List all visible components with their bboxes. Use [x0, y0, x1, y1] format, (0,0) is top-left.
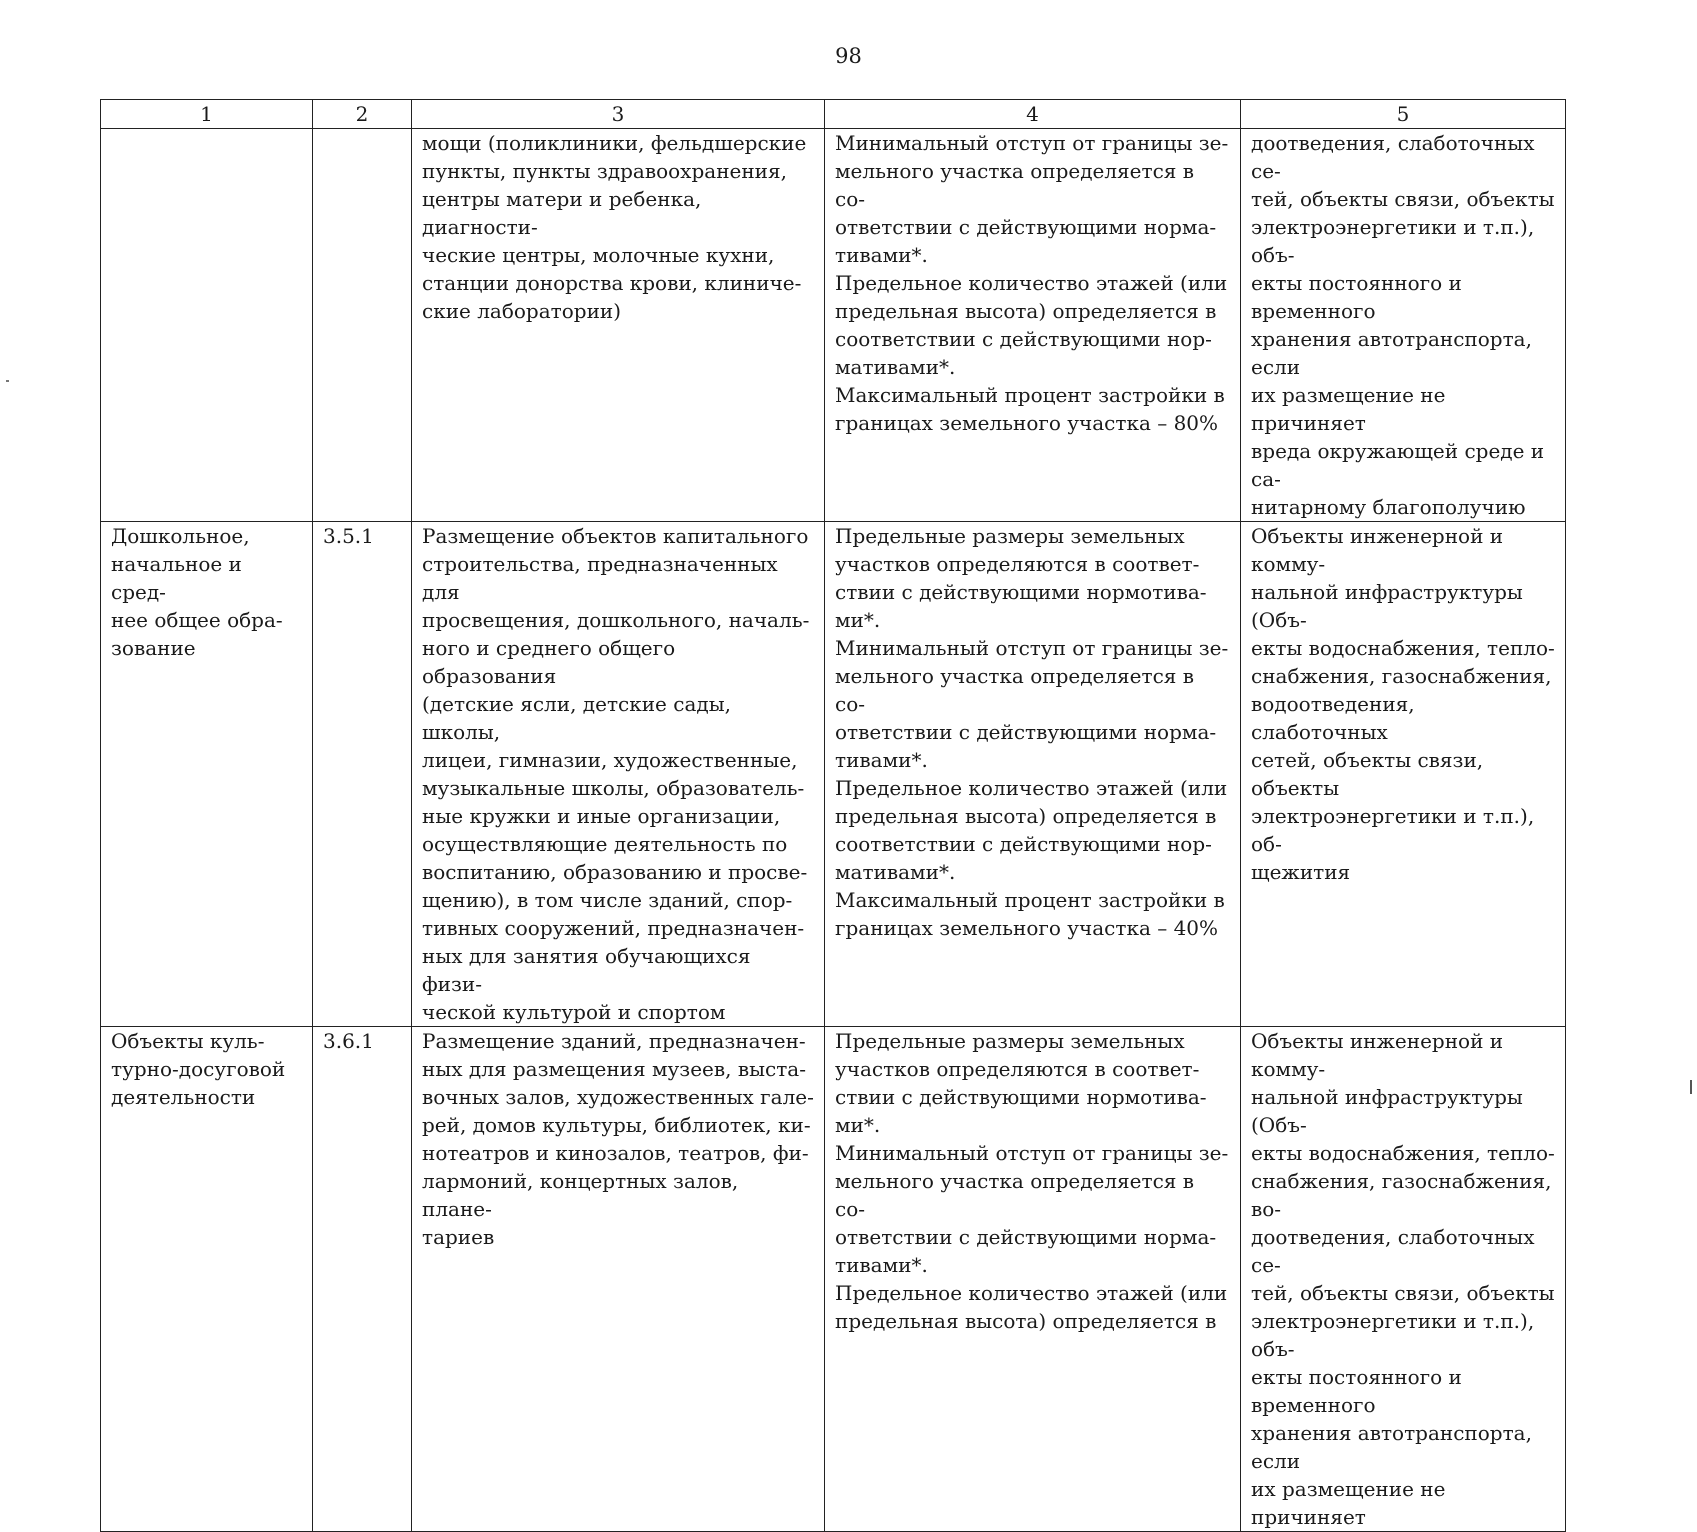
table-row [101, 1027, 1566, 1532]
use-description-cell: мощи (поликлиники, фельдшерские пункты, пункты здравоохранения, центры матери и ребенка, диагности- ческие центры, молочные кухни, станции донорства крови, клиниче- ские лаборатории) [412, 129, 825, 522]
use-code-cell [313, 129, 412, 522]
use-name-cell [101, 129, 313, 522]
land-use-table [100, 99, 1566, 1532]
column-header-5: 5 [1241, 100, 1566, 129]
parameters-cell: Предельные размеры земельных участков определяются в соответ- ствии с действующими нормотива- ми*. Минимальный отступ от границы зе- мельного участка определяется в со- ответствии с действующими норма- тивами*. Предельное количество этажей (или предельная высота) определяется в [825, 1027, 1241, 1532]
use-code-cell: 3.6.1 [313, 1027, 412, 1532]
column-header-4: 4 [825, 100, 1241, 129]
column-header-2: 2 [313, 100, 412, 129]
auxiliary-uses-cell: доотведения, слаботочных се- тей, объекты связи, объекты электроэнергетики и т.п.), объ- екты постоянного и временного хранения автотранспорта, если их размещение не причиняет вреда окружающей среде и са- нитарному благополучию [1241, 129, 1566, 522]
header-row [101, 100, 1566, 129]
scan-margin-mark [6, 380, 9, 382]
use-description-cell: Размещение объектов капитального строительства, предназначенных для просвещения, дошкольного, началь- ного и среднего общего образования (детские ясли, детские сады, школы, лицеи, гимназии, художественные, музыкальные школы, образователь- ные кружки и иные организации, осуществляющие деятельность по воспитанию, образованию и просве- щению), в том числе зданий, спор- тивных сооружений, предназначен- ных для занятия обучающихся физи- ческой культурой и спортом [412, 522, 825, 1027]
parameters-cell: Предельные размеры земельных участков определяются в соответ- ствии с действующими нормотива- ми*. Минимальный отступ от границы зе- мельного участка определяется в со- ответствии с действующими норма- тивами*. Предельное количество этажей (или предельная высота) определяется в соответствии с действующими нор- мативами*. Максимальный процент застройки в границах земельного участка – 40% [825, 522, 1241, 1027]
column-header-3: 3 [412, 100, 825, 129]
column-header-1: 1 [101, 100, 313, 129]
page-number: 98 [835, 44, 862, 68]
use-name-cell: Объекты куль- турно-досуговой деятельности [101, 1027, 313, 1532]
use-code-cell: 3.5.1 [313, 522, 412, 1027]
use-name-cell: Дошкольное, начальное и сред- нее общее обра- зование [101, 522, 313, 1027]
parameters-cell: Минимальный отступ от границы зе- мельного участка определяется в со- ответствии с действующими норма- тивами*. Предельное количество этажей (или предельная высота) определяется в соответствии с действующими нор- мативами*. Максимальный процент застройки в границах земельного участка – 80% [825, 129, 1241, 522]
auxiliary-uses-cell: Объекты инженерной и комму- нальной инфраструктуры (Объ- екты водоснабжения, тепло- снабжения, газоснабжения, водоотведения, слаботочных сетей, объекты связи, объекты электроэнергетики и т.п.), об- щежития [1241, 522, 1566, 1027]
table-row [101, 522, 1566, 1027]
auxiliary-uses-cell: Объекты инженерной и комму- нальной инфраструктуры (Объ- екты водоснабжения, тепло- снабжения, газоснабжения, во- доотведения, слаботочных се- тей, объекты связи, объекты электроэнергетики и т.п.), объ- екты постоянного и временного хранения автотранспорта, если их размещение не причиняет [1241, 1027, 1566, 1532]
use-description-cell: Размещение зданий, предназначен- ных для размещения музеев, выста- вочных залов, художественных гале- рей, домов культуры, библиотек, ки- нотеатров и кинозалов, театров, фи- лармоний, концертных залов, плане- тариев [412, 1027, 825, 1532]
table-row [101, 129, 1566, 522]
scan-edge-mark [1690, 1080, 1692, 1094]
